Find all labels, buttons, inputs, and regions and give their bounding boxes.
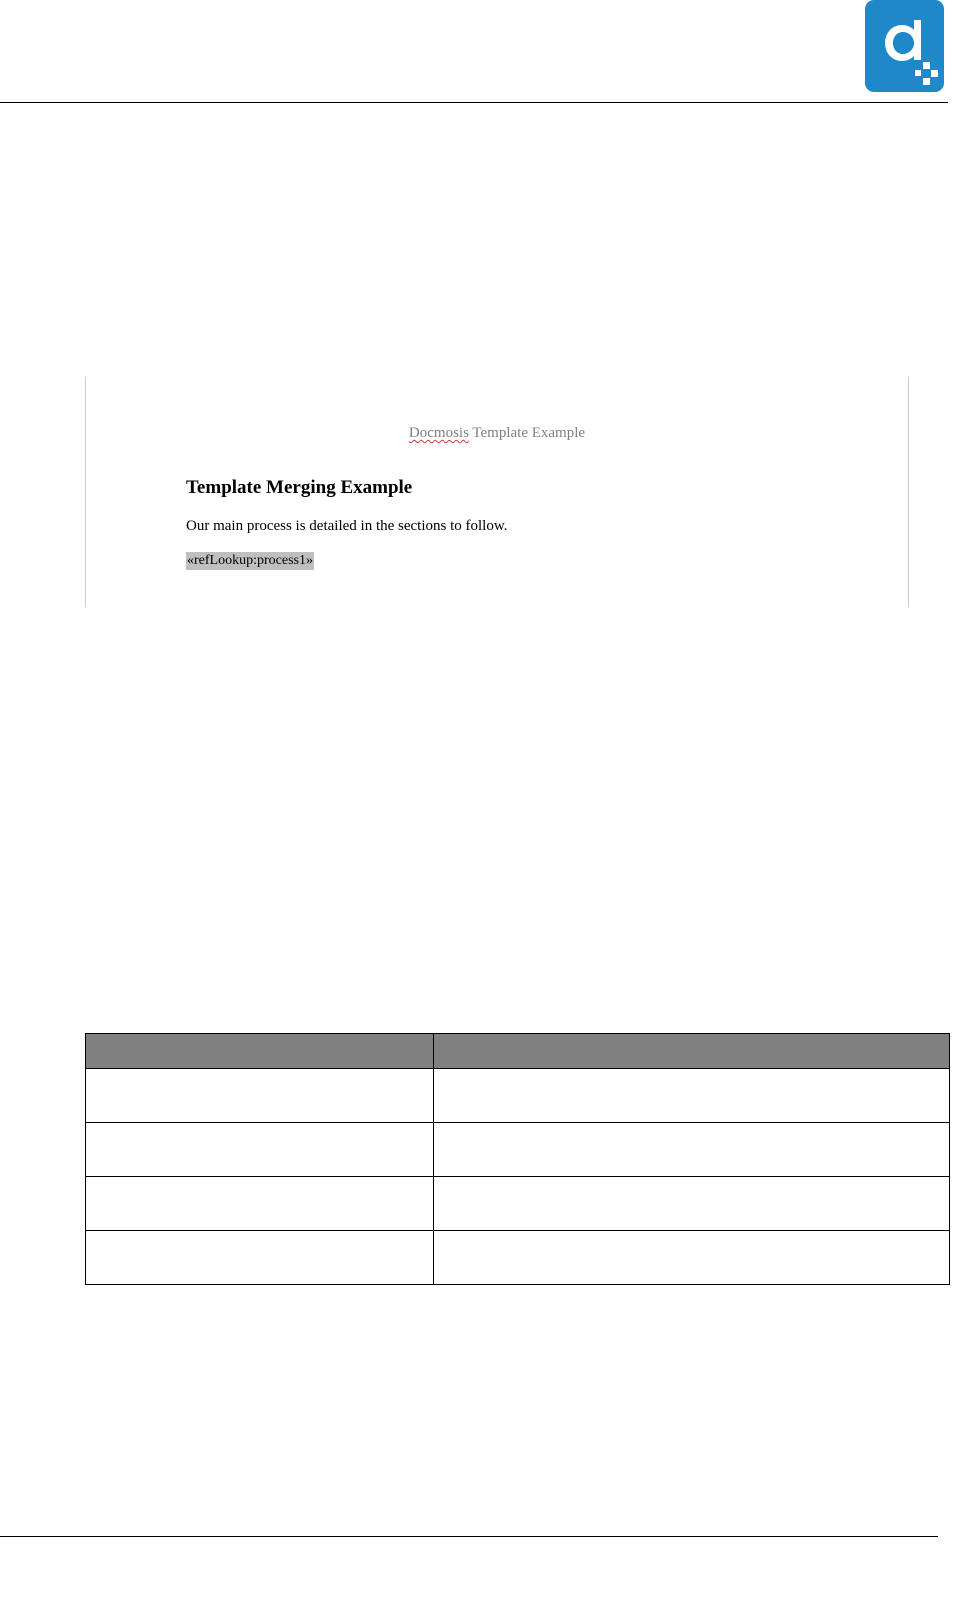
template-title: Template Merging Example xyxy=(186,477,413,498)
table-header-row xyxy=(86,1034,950,1069)
template-body-text: Our main process is detailed in the sections to follow. xyxy=(186,518,508,534)
merge-field: «refLookup:process1» xyxy=(187,553,313,568)
template-example-screenshot xyxy=(85,377,909,607)
template-header-rest: Template Example xyxy=(468,425,586,441)
header-rule xyxy=(0,102,948,103)
data-table xyxy=(85,1033,950,1285)
table-cell xyxy=(86,1069,434,1123)
table-cell xyxy=(434,1069,950,1123)
table-header-cell xyxy=(434,1034,950,1069)
table-cell xyxy=(86,1177,434,1231)
template-page-header xyxy=(86,425,908,442)
table-cell xyxy=(434,1231,950,1285)
docmosis-logo-icon xyxy=(865,0,944,92)
table-row xyxy=(86,1231,950,1285)
table-cell xyxy=(434,1123,950,1177)
table-header-cell xyxy=(86,1034,434,1069)
table-cell xyxy=(434,1177,950,1231)
table-cell xyxy=(86,1123,434,1177)
table-row xyxy=(86,1177,950,1231)
table-row xyxy=(86,1069,950,1123)
table-row xyxy=(86,1123,950,1177)
table-cell xyxy=(86,1231,434,1285)
spellcheck-word: Docmosis xyxy=(408,425,469,441)
footer-rule xyxy=(0,1536,938,1537)
